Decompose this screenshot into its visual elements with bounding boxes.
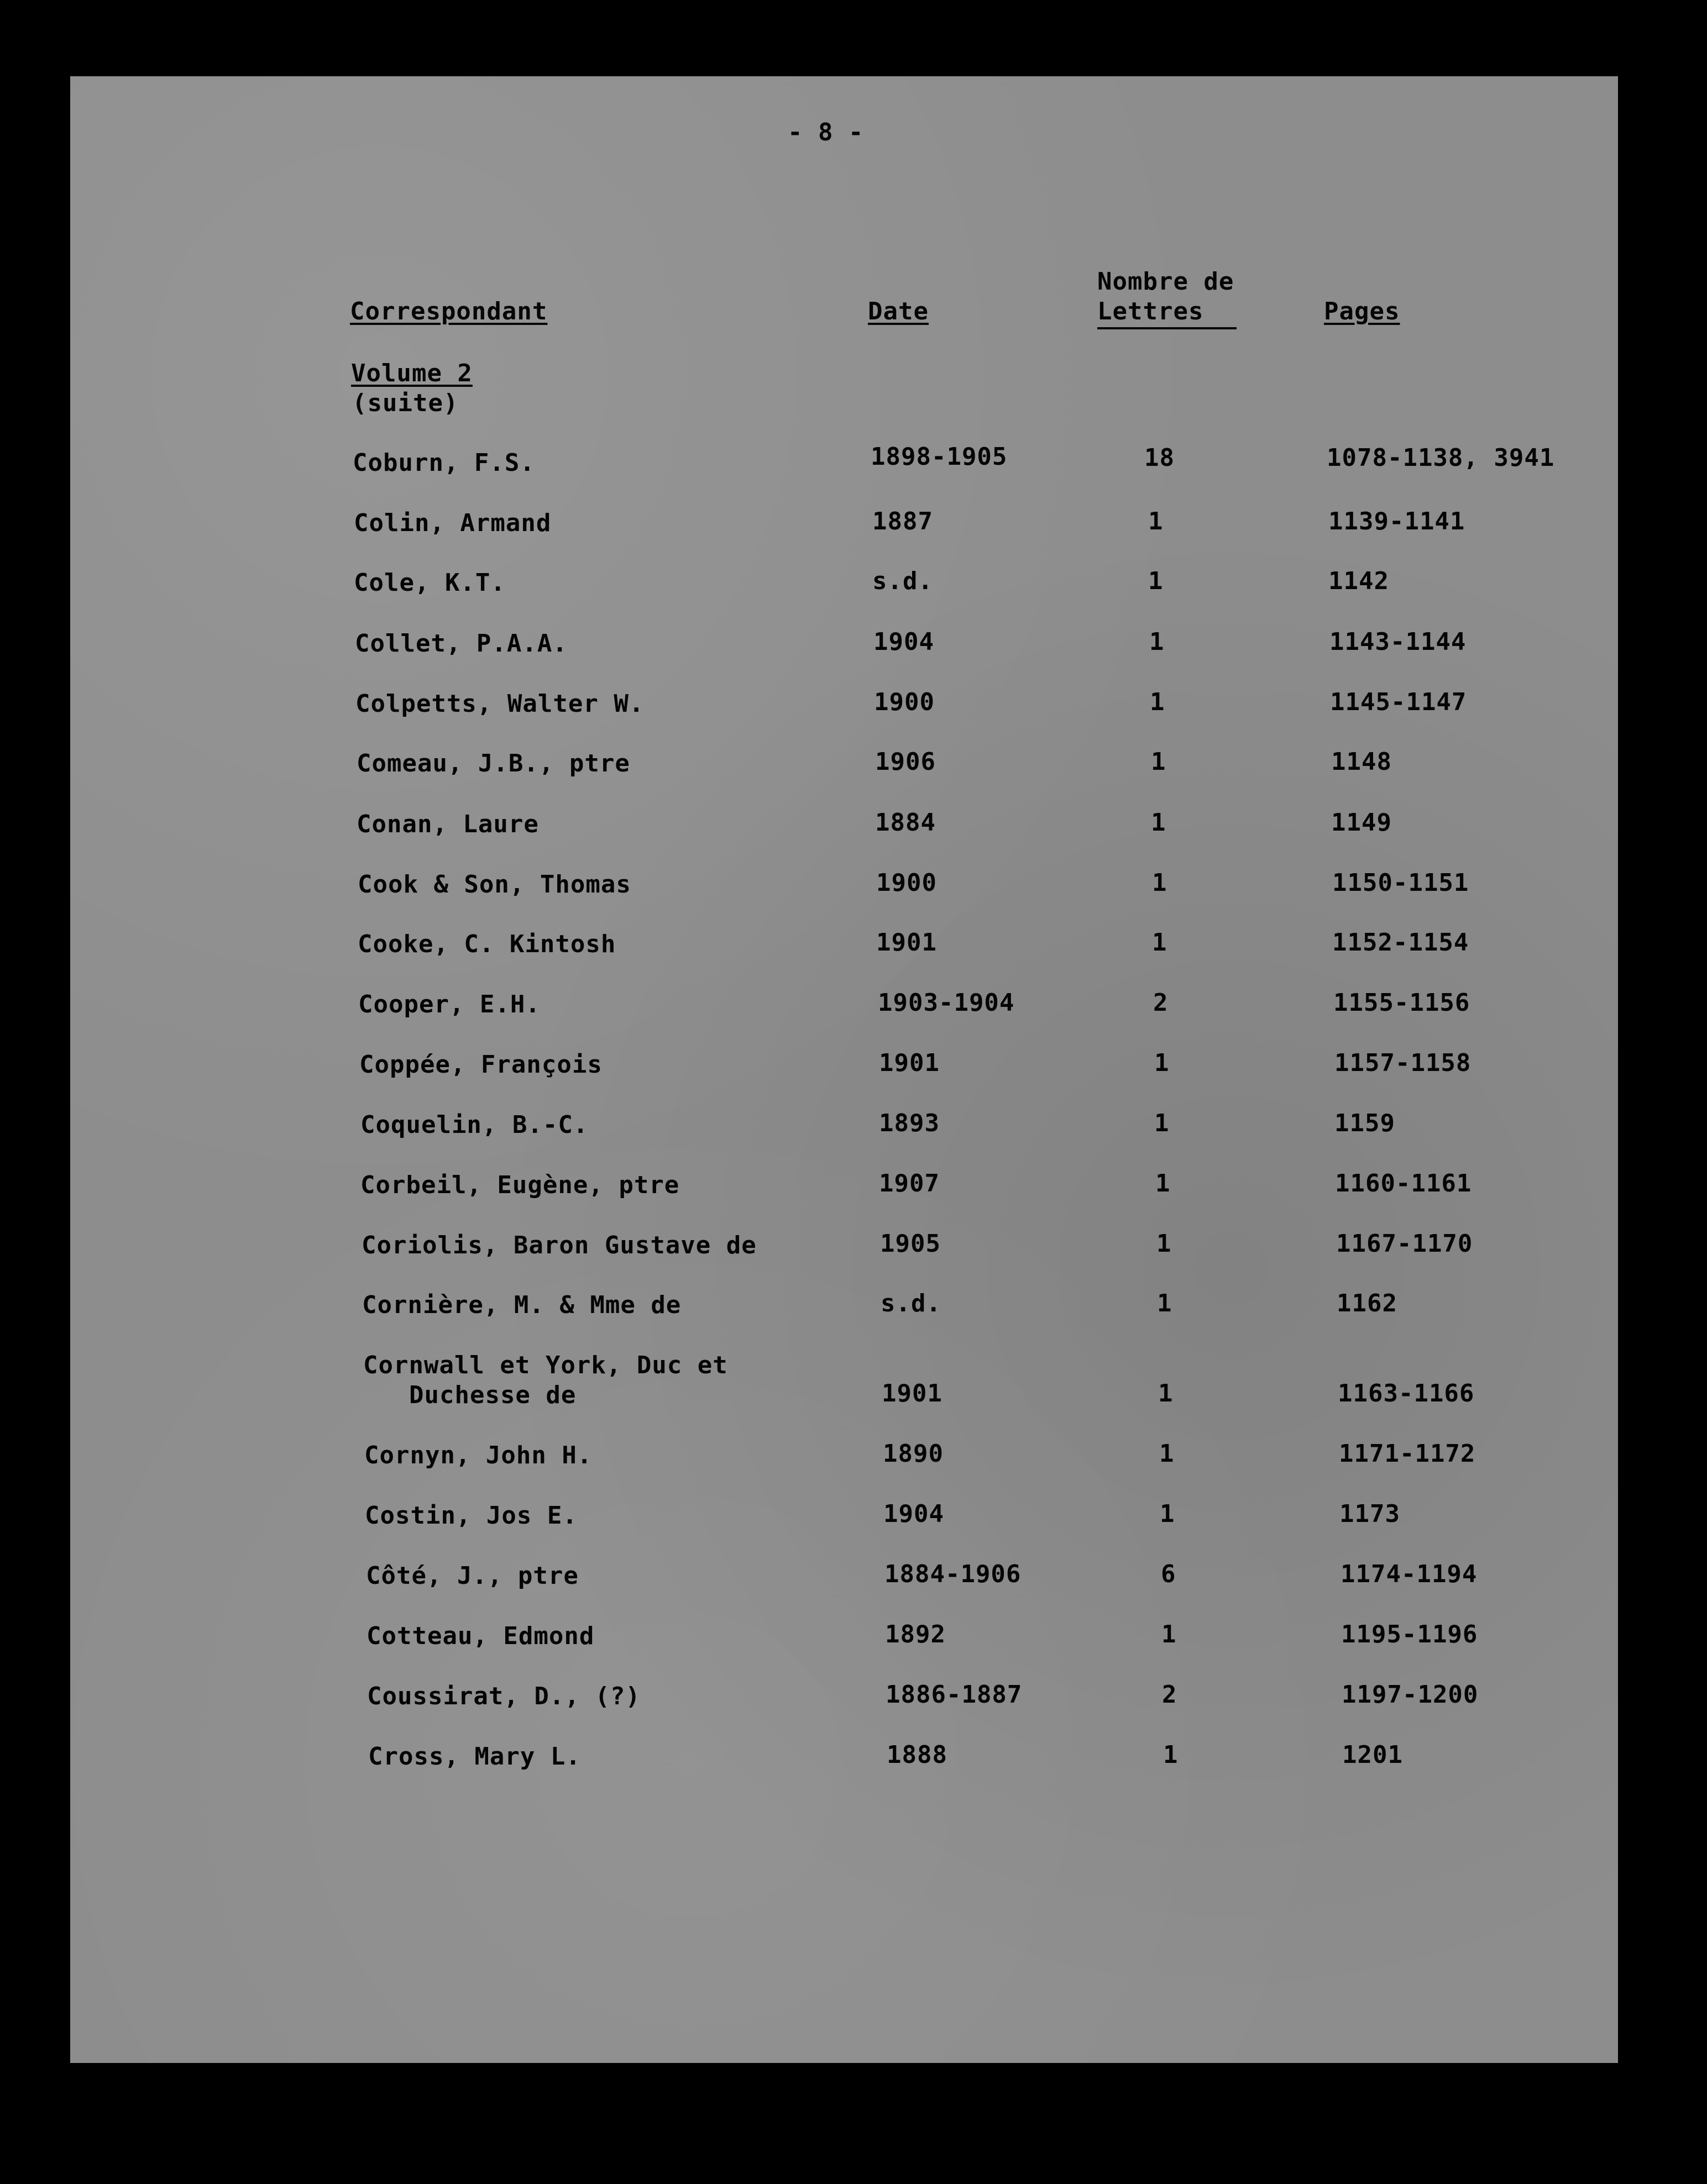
table-row-pages: 1160-1161 [1335,1169,1472,1198]
table-row-date: 1890 [883,1440,944,1468]
table-row-name: Coppée, François [359,1051,603,1079]
table-row-count: 1 [1154,1109,1170,1137]
table-row-count: 1 [1149,628,1165,656]
header-pages: Pages [1324,297,1400,326]
table-row-date: 1892 [885,1620,946,1649]
table-row-count: 1 [1152,869,1167,897]
table-row-date: 1903-1904 [878,989,1015,1017]
table-row-date: 1906 [875,748,936,776]
table-row-name: Coriolis, Baron Gustave de [362,1231,757,1259]
table-row-pages: 1167-1170 [1336,1230,1473,1258]
table-row-pages: 1139-1141 [1328,507,1465,536]
table-row-date: 1904 [883,1500,944,1528]
table-row-name: Colpetts, Walter W. [355,690,645,718]
table-row-pages: 1078-1138, 3941 [1327,444,1555,472]
table-row-count: 6 [1161,1560,1176,1588]
table-row-pages: 1142 [1328,567,1389,595]
table-row-name: Côté, J., ptre [366,1562,579,1590]
table-row-date: 1887 [872,507,933,536]
table-row-count: 1 [1152,928,1167,957]
table-row-name: Collet, P.A.A. [355,629,568,658]
table-row-count: 1 [1148,507,1164,536]
table-row-date: 1904 [873,628,934,656]
table-row-count: 1 [1158,1379,1174,1408]
table-row-name: Cornière, M. & Mme de [362,1291,682,1319]
table-row-name: Cooke, C. Kintosh [358,930,616,958]
page-number: - 8 - [788,118,864,146]
table-row-pages: 1171-1172 [1339,1440,1476,1468]
table-row-pages: 1195-1196 [1341,1620,1478,1649]
section-subtitle: (suite) [352,389,459,417]
table-row-pages: 1150-1151 [1332,869,1469,897]
table-row-name: Cross, Mary L. [368,1742,581,1771]
table-row-pages: 1152-1154 [1332,928,1469,957]
table-row-count: 2 [1153,989,1169,1017]
table-row-date: s.d. [872,567,933,595]
table-row-name: Colin, Armand [354,509,552,537]
header-correspondant: Correspondant [350,297,548,326]
table-row-pages: 1174-1194 [1341,1560,1478,1588]
table-row-name: Cornyn, John H. [364,1441,593,1469]
table-row-pages: 1143-1144 [1329,628,1467,656]
table-row-name-continued: Duchesse de [409,1381,577,1409]
table-row-name: Comeau, J.B., ptre [357,749,630,778]
table-row-pages: 1155-1156 [1333,989,1470,1017]
table-row-date: 1901 [879,1049,940,1077]
table-row-count: 1 [1159,1440,1175,1468]
table-row-name: Costin, Jos E. [365,1502,578,1530]
table-row-name: Coussirat, D., (?) [367,1682,641,1710]
table-row-date: 1901 [876,928,937,957]
table-row-pages: 1201 [1342,1741,1403,1769]
header-nombre-line2: Lettres [1097,297,1204,326]
table-row-count: 1 [1150,688,1165,716]
table-row-count: 1 [1154,1049,1170,1077]
table-row-date: 1888 [887,1741,947,1769]
table-row-date: 1907 [879,1169,940,1198]
table-row-date: 1905 [880,1230,941,1258]
table-row-date: 1886-1887 [886,1681,1023,1709]
table-row-count: 1 [1151,748,1166,776]
table-row-name: Cotteau, Edmond [366,1622,595,1650]
table-row-pages: 1197-1200 [1342,1681,1479,1709]
table-row-pages: 1162 [1337,1289,1397,1317]
table-row-date: 1898-1905 [871,443,1008,471]
table-row-count: 1 [1161,1620,1177,1649]
table-row-count: 2 [1162,1681,1177,1709]
table-row-count: 1 [1148,567,1164,595]
table-row-name: Cole, K.T. [354,569,506,597]
table-row-date: 1893 [879,1109,940,1137]
table-row-date: 1900 [876,869,937,897]
table-row-pages: 1163-1166 [1338,1379,1475,1408]
table-row-date: s.d. [881,1289,941,1317]
table-row-date: 1884-1906 [884,1560,1022,1588]
table-row-count: 1 [1157,1289,1172,1317]
table-row-count: 1 [1155,1169,1171,1198]
table-row-count: 1 [1156,1230,1172,1258]
table-row-count: 1 [1163,1741,1179,1769]
table-row-date: 1900 [874,688,935,716]
section-title: Volume 2 [351,359,473,387]
table-row-name: Coburn, F.S. [353,449,535,477]
table-row-date: 1901 [882,1379,942,1408]
table-row-count: 1 [1151,809,1166,837]
table-row-pages: 1159 [1334,1109,1395,1137]
table-row-date: 1884 [875,809,936,837]
table-row-name: Cooper, E.H. [358,990,541,1019]
table-row-name: Conan, Laure [357,810,539,838]
table-row-count: 1 [1160,1500,1175,1528]
header-nombre-line1: Nombre de [1097,267,1234,296]
table-row-pages: 1149 [1331,809,1392,837]
table-row-name: Coquelin, B.-C. [360,1111,589,1139]
table-row-pages: 1148 [1331,748,1392,776]
header-nombre-underline [1097,327,1237,329]
header-date: Date [868,297,929,326]
table-row-pages: 1157-1158 [1334,1049,1472,1077]
table-row-name: Corbeil, Eugène, ptre [360,1171,680,1199]
table-row-name: Cornwall et York, Duc et [363,1351,728,1379]
table-row-pages: 1173 [1339,1500,1400,1528]
table-row-name: Cook & Son, Thomas [358,870,631,899]
table-row-pages: 1145-1147 [1330,688,1467,716]
table-row-count: 18 [1144,444,1175,472]
